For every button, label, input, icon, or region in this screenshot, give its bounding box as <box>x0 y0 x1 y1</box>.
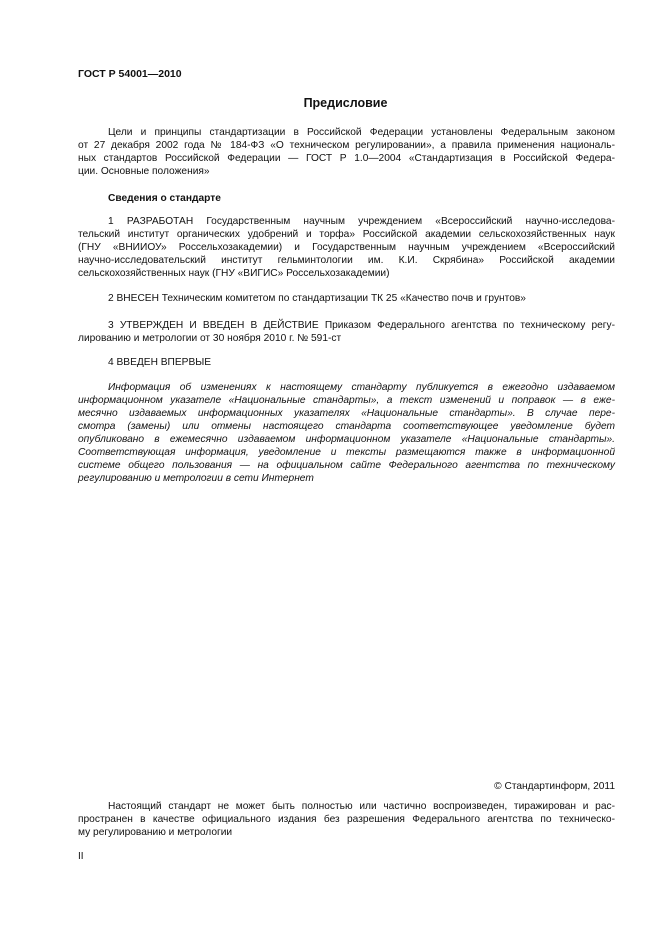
notice-line: му регулированию и метрологии <box>78 827 233 838</box>
info-line: месячно издаваемых информационных указателях «Национальные стандарты». В случае пере- <box>78 408 615 419</box>
info-line: Соответствующая информация, уведомление и тексты размещаются также в информационной <box>78 447 615 458</box>
intro-line: ных стандартов Российской Федерации — ГОСТ Р 1.0—2004 «Стандартизация в Российской Федера- <box>78 153 615 164</box>
item1-line: 1 РАЗРАБОТАН Государственным научным учреждением «Всероссийский научно-исследова- <box>108 216 615 227</box>
item1-line: тельский институт органических удобрений и торфа» Российской академии сельскохозяйственных наук <box>78 229 615 240</box>
intro-line: Цели и принципы стандартизации в Российской Федерации установлены Федеральным законом <box>108 127 615 138</box>
intro-line: от 27 декабря 2002 года № 184-ФЗ «О техническом регулировании», а правила применения националь- <box>78 140 615 151</box>
item3-line: лированию и метрологии от 30 ноября 2010 г. № 591-ст <box>78 333 342 344</box>
page-title: Предисловие <box>303 96 388 110</box>
info-line: регулированию и метрологии в сети Интернет <box>78 473 314 484</box>
info-line: опубликовано в ежемесячно издаваемом информационном указателе «Национальные стандарты». <box>78 434 615 445</box>
notice-line: Настоящий стандарт не может быть полностью или частично воспроизведен, тиражирован и рас- <box>108 801 615 812</box>
document-header: ГОСТ Р 54001—2010 <box>78 68 182 80</box>
info-line: системе общего пользования — на официальном сайте Федерального агентства по техническому <box>78 460 615 471</box>
notice-line: пространен в качестве официального издания без разрешения Федерального агентства по техническо- <box>78 814 615 825</box>
item1-line: научно-исследовательский институт гельминтологии им. К.И. Скрябина» Российской академии <box>78 255 615 266</box>
item4-line: 4 ВВЕДЕН ВПЕРВЫЕ <box>108 357 212 368</box>
intro-line: ции. Основные положения» <box>78 166 210 177</box>
item2-line: 2 ВНЕСЕН Техническим комитетом по стандартизации ТК 25 «Качество почв и грунтов» <box>108 293 526 304</box>
page-number: II <box>78 851 84 862</box>
section-subheading: Сведения о стандарте <box>108 193 221 204</box>
copyright-notice: © Стандартинформ, 2011 <box>494 781 615 792</box>
info-line: информационном указателе «Национальные стандарты», а текст изменений и поправок — в еже- <box>78 395 615 406</box>
info-line: Информация об изменениях к настоящему стандарту публикуется в ежегодно издаваемом <box>108 382 615 393</box>
item3-line: 3 УТВЕРЖДЕН И ВВЕДЕН В ДЕЙСТВИЕ Приказом Федерального агентства по техническому регу- <box>108 320 615 331</box>
info-line: смотра (замены) или отмены настоящего стандарта соответствующее уведомление будет <box>78 421 615 432</box>
item1-line: сельскохозяйственных наук (ГНУ «ВИГИС» Россельхозакадемии) <box>78 268 390 279</box>
item1-line: (ГНУ «ВНИИОУ» Россельхозакадемии) и Государственным научным учреждением «Всероссийский <box>78 242 615 253</box>
